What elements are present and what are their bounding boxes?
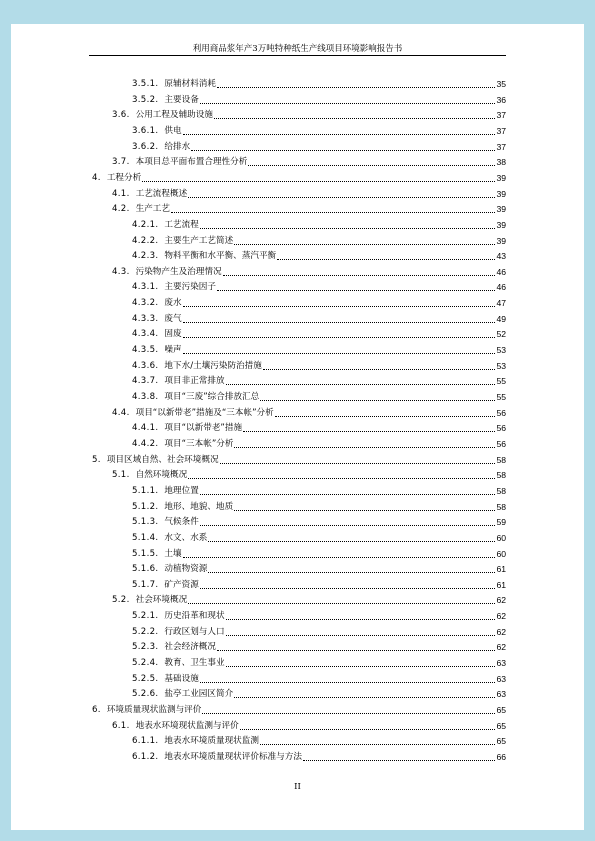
toc-entry-number: 4.3.7. (132, 376, 159, 387)
toc-entry-page: 63 (496, 673, 506, 684)
toc-entry-title: 项目“以新带老”措施及“三本帐”分析 (135, 407, 274, 418)
toc-leader-dots (226, 384, 496, 385)
toc-entry[interactable] (11, 387, 506, 403)
toc-entry-page: 63 (496, 689, 506, 700)
toc-leader-dots (226, 635, 496, 636)
toc-leader-dots (217, 290, 495, 291)
toc-entry-page: 56 (496, 407, 506, 418)
toc-leader-dots (220, 463, 496, 464)
toc-entry-number: 6.1.1. (132, 736, 159, 747)
toc-leader-dots (208, 541, 495, 542)
toc-leader-dots (277, 259, 495, 260)
toc-entry-page: 62 (496, 626, 506, 637)
toc-entry[interactable] (11, 277, 506, 293)
toc-leader-dots (188, 197, 495, 198)
toc-entry-page: 65 (496, 720, 506, 731)
toc-entry-page: 61 (496, 579, 506, 590)
toc-entry-number: 5.1. (112, 470, 130, 481)
toc-entry-number: 4.3.2. (132, 298, 159, 309)
toc-entry-number: 5.2.5. (132, 673, 159, 684)
toc-entry[interactable] (11, 747, 506, 763)
toc-leader-dots (223, 275, 496, 276)
toc-entry-number: 3.6.2. (132, 141, 159, 152)
toc-entry[interactable] (11, 74, 506, 90)
toc-entry-page: 39 (496, 204, 506, 215)
toc-entry-page: 62 (496, 595, 506, 606)
toc-entry-number: 5. (92, 454, 101, 465)
toc-entry-title: 教育、卫生事业 (164, 658, 225, 669)
toc-entry[interactable] (11, 465, 506, 481)
toc-entry[interactable] (11, 731, 506, 747)
toc-entry-title: 物料平衡和水平衡、蒸汽平衡 (164, 251, 277, 262)
toc-entry[interactable] (11, 137, 506, 153)
toc-entry-number: 5.2. (112, 595, 130, 606)
toc-leader-dots (217, 650, 495, 651)
toc-entry-number: 5.2.4. (132, 658, 159, 669)
toc-entry[interactable] (11, 168, 506, 184)
toc-leader-dots (208, 572, 495, 573)
toc-entry-title: 主要污染因子 (164, 282, 216, 293)
toc-entry-number: 3.7. (112, 157, 130, 168)
toc-entry-page: 65 (496, 736, 506, 747)
toc-leader-dots (188, 603, 495, 604)
toc-entry-number: 4.3.4. (132, 329, 159, 340)
toc-entry-number: 5.2.2. (132, 626, 159, 637)
toc-entry-page: 46 (496, 266, 506, 277)
toc-entry[interactable] (11, 575, 506, 591)
toc-entry-page: 53 (496, 345, 506, 356)
toc-leader-dots (303, 760, 496, 761)
toc-entry[interactable] (11, 152, 506, 168)
toc-entry-page: 58 (496, 485, 506, 496)
toc-entry-title: 项目“三本帐”分析 (164, 438, 234, 449)
toc-entry-title: 地表水环境质量现状评价标准与方法 (164, 751, 302, 762)
toc-entry-title: 行政区划与人口 (164, 626, 225, 637)
toc-entry-page: 58 (496, 501, 506, 512)
toc-entry[interactable] (11, 324, 506, 340)
toc-entry-title: 固废 (164, 329, 182, 340)
toc-entry-title: 原辅材料消耗 (164, 79, 216, 89)
toc-entry-number: 5.1.2. (132, 501, 159, 512)
toc-entry-page: 37 (496, 110, 506, 121)
toc-entry-title: 地下水/土壤污染防治措施 (164, 360, 262, 371)
toc-entry-number: 4.4. (112, 407, 130, 418)
toc-entry[interactable] (11, 669, 506, 685)
toc-entry-title: 矿产资源 (164, 579, 199, 590)
toc-leader-dots (200, 682, 496, 683)
toc-entry[interactable] (11, 434, 506, 450)
toc-entry-title: 本项目总平面布置合理性分析 (135, 157, 248, 168)
toc-entry-number: 6. (92, 705, 101, 715)
toc-entry-number: 5.2.3. (132, 642, 159, 653)
toc-entry-number: 4.3.5. (132, 345, 159, 356)
toc-leader-dots (200, 494, 496, 495)
toc-entry-title: 项目“三废”综合排放汇总 (164, 392, 260, 402)
header-rule (89, 55, 506, 56)
toc-entry-page: 53 (496, 360, 506, 371)
toc-leader-dots (183, 306, 496, 307)
toc-entry-page: 39 (496, 188, 506, 199)
toc-entry-page: 63 (496, 658, 506, 669)
toc-entry-page: 55 (496, 392, 506, 402)
toc-entry-title: 项目非正常排放 (164, 376, 225, 387)
toc-entry-number: 4.4.2. (132, 438, 159, 449)
toc-entry-page: 65 (496, 705, 506, 715)
toc-leader-dots (200, 228, 496, 229)
toc-entry[interactable] (11, 309, 506, 325)
toc-leader-dots (200, 588, 496, 589)
toc-entry-number: 4.2.1. (132, 219, 159, 230)
toc-entry-title: 地理位置 (164, 485, 199, 496)
toc-entry-number: 5.1.5. (132, 548, 159, 559)
toc-entry-number: 5.2.1. (132, 611, 159, 622)
toc-entry[interactable] (11, 700, 506, 716)
toc-entry-page: 39 (496, 219, 506, 230)
toc-entry[interactable] (11, 121, 506, 137)
toc-entry-title: 地表水环境现状监测与评价 (135, 720, 239, 731)
toc-entry-page: 49 (496, 313, 506, 324)
toc-entry[interactable] (11, 606, 506, 622)
toc-entry-title: 社会环境概况 (135, 595, 188, 606)
toc-entry-page: 35 (496, 79, 506, 89)
toc-entry[interactable] (11, 105, 506, 121)
toc-leader-dots (217, 87, 495, 88)
toc-entry[interactable] (11, 184, 506, 200)
toc-entry-title: 动植物资源 (164, 564, 208, 575)
toc-entry[interactable] (11, 215, 506, 231)
toc-entry[interactable] (11, 199, 506, 215)
toc-entry[interactable] (11, 637, 506, 653)
toc-leader-dots (260, 400, 495, 401)
toc-entry[interactable] (11, 356, 506, 372)
toc-entry-title: 项目区域自然、社会环境概况 (106, 454, 219, 465)
toc-entry-number: 4.3.6. (132, 360, 159, 371)
toc-entry-page: 37 (496, 125, 506, 136)
toc-entry-title: 生产工艺 (135, 204, 170, 215)
toc-entry-title: 工艺流程 (164, 219, 199, 230)
toc-entry-page: 56 (496, 423, 506, 434)
toc-leader-dots (234, 244, 495, 245)
toc-entry-number: 4.3.8. (132, 392, 159, 402)
toc-entry-title: 公用工程及辅助设施 (135, 110, 213, 121)
toc-entry-number: 4.3.1. (132, 282, 159, 293)
toc-entry-number: 3.5.2. (132, 94, 159, 105)
toc-entry[interactable] (11, 231, 506, 247)
toc-entry[interactable] (11, 716, 506, 732)
toc-entry[interactable] (11, 450, 506, 466)
toc-entry[interactable] (11, 512, 506, 528)
toc-entry[interactable] (11, 653, 506, 669)
toc-entry-number: 4.3. (112, 266, 130, 277)
toc-entry-page: 58 (496, 470, 506, 481)
toc-leader-dots (183, 322, 496, 323)
toc-entry[interactable] (11, 371, 506, 387)
toc-entry-page: 56 (496, 438, 506, 449)
toc-leader-dots (183, 337, 496, 338)
page-number: II (294, 782, 301, 792)
toc-entry-page: 47 (496, 298, 506, 309)
toc-entry-title: 地形、地貌、地质 (164, 501, 234, 512)
toc-leader-dots (142, 181, 495, 182)
toc-leader-dots (200, 103, 496, 104)
running-header: 利用商品浆年产3万吨特种纸生产线项目环境影响报告书 (192, 44, 403, 54)
toc-entry-number: 4. (92, 172, 101, 183)
toc-entry-page: 58 (496, 454, 506, 465)
toc-entry-title: 废气 (164, 313, 182, 324)
toc-entry-page: 37 (496, 141, 506, 152)
toc-entry-page: 43 (496, 251, 506, 262)
toc-entry[interactable] (11, 403, 506, 419)
toc-entry[interactable] (11, 246, 506, 262)
toc-leader-dots (202, 713, 495, 714)
toc-entry-title: 项目“以新带老”措施 (164, 423, 243, 434)
toc-entry-number: 5.1.4. (132, 532, 159, 543)
toc-leader-dots (183, 557, 496, 558)
toc-entry-page: 52 (496, 329, 506, 340)
toc-leader-dots (226, 666, 496, 667)
toc-entry-title: 污染物产生及治理情况 (135, 266, 222, 277)
toc-entry-number: 5.1.7. (132, 579, 159, 590)
toc-entry-page: 60 (496, 532, 506, 543)
toc-entry[interactable] (11, 293, 506, 309)
toc-entry[interactable] (11, 684, 506, 700)
toc-entry-page: 55 (496, 376, 506, 387)
toc-entry-number: 6.1. (112, 720, 130, 731)
toc-leader-dots (191, 150, 495, 151)
toc-entry[interactable] (11, 544, 506, 560)
toc-entry-number: 5.1.1. (132, 485, 159, 496)
toc-entry[interactable] (11, 528, 506, 544)
toc-entry-page: 39 (496, 172, 506, 183)
toc-entry[interactable] (11, 418, 506, 434)
toc-entry-title: 废水 (164, 298, 182, 309)
toc-leader-dots (234, 447, 495, 448)
toc-entry-title: 基础设施 (164, 673, 199, 684)
toc-leader-dots (183, 134, 496, 135)
toc-entry-page: 62 (496, 611, 506, 622)
toc-entry-title: 土壤 (164, 548, 182, 559)
toc-entry[interactable] (11, 262, 506, 278)
toc-entry-number: 4.4.1. (132, 423, 159, 434)
toc-leader-dots (234, 697, 495, 698)
toc-entry-title: 主要设备 (164, 94, 199, 105)
toc-entry-number: 5.2.6. (132, 689, 159, 700)
toc-entry-title: 噪声 (164, 345, 182, 356)
toc-entry-page: 62 (496, 642, 506, 653)
toc-leader-dots (226, 619, 496, 620)
toc-entry-number: 4.1. (112, 188, 130, 199)
toc-entry-page: 59 (496, 517, 506, 528)
toc-entry-number: 5.1.3. (132, 517, 159, 528)
toc-leader-dots (188, 478, 495, 479)
toc-entry-page: 46 (496, 282, 506, 293)
toc-entry-number: 5.1.6. (132, 564, 159, 575)
toc-leader-dots (240, 729, 496, 730)
toc-entry[interactable] (11, 590, 506, 606)
toc-entry-page: 60 (496, 548, 506, 559)
document-page (11, 24, 584, 830)
toc-entry-number: 4.2.3. (132, 251, 159, 262)
toc-leader-dots (171, 212, 495, 213)
toc-entry-page: 39 (496, 235, 506, 246)
toc-entry-title: 环境质量现状监测与评价 (106, 705, 202, 715)
toc-entry-number: 3.5.1. (132, 79, 159, 89)
toc-entry[interactable] (11, 559, 506, 575)
toc-entry[interactable] (11, 622, 506, 638)
toc-leader-dots (243, 431, 495, 432)
toc-leader-dots (183, 353, 496, 354)
toc-entry-title: 地表水环境质量现状监测 (164, 736, 259, 747)
toc-entry[interactable] (11, 340, 506, 356)
toc-entry-number: 4.3.3. (132, 313, 159, 324)
toc-entry-title: 水文、水系 (164, 532, 208, 543)
toc-entry[interactable] (11, 90, 506, 106)
toc-leader-dots (260, 744, 495, 745)
toc-entry-page: 36 (496, 94, 506, 105)
toc-entry-number: 3.6. (112, 110, 130, 121)
toc-leader-dots (214, 118, 495, 119)
toc-entry-title: 主要生产工艺简述 (164, 235, 234, 246)
toc-leader-dots (200, 525, 496, 526)
toc-entry-page: 38 (496, 157, 506, 168)
toc-entry-number: 4.2. (112, 204, 130, 215)
toc-leader-dots (275, 416, 496, 417)
toc-entry-number: 3.6.1. (132, 125, 159, 136)
toc-entry-title: 工艺流程概述 (135, 188, 188, 199)
toc-entry[interactable] (11, 481, 506, 497)
toc-entry-title: 给排水 (164, 141, 191, 152)
toc-leader-dots (248, 165, 495, 166)
toc-entry-page: 66 (496, 751, 506, 762)
toc-entry-number: 6.1.2. (132, 751, 159, 762)
toc-entry-page: 61 (496, 564, 506, 575)
toc-entry-title: 供电 (164, 125, 182, 136)
toc-entry-title: 工程分析 (106, 172, 142, 183)
toc-leader-dots (263, 369, 496, 370)
toc-entry-title: 盐亭工业园区简介 (164, 689, 234, 700)
toc-entry[interactable] (11, 497, 506, 513)
toc-entry-title: 自然环境概况 (135, 470, 188, 481)
toc-entry-title: 社会经济概况 (164, 642, 216, 653)
toc-entry-number: 4.2.2. (132, 235, 159, 246)
toc-entry-title: 气候条件 (164, 517, 199, 528)
toc-entry-title: 历史沿革和现状 (164, 611, 225, 622)
toc-leader-dots (234, 510, 495, 511)
